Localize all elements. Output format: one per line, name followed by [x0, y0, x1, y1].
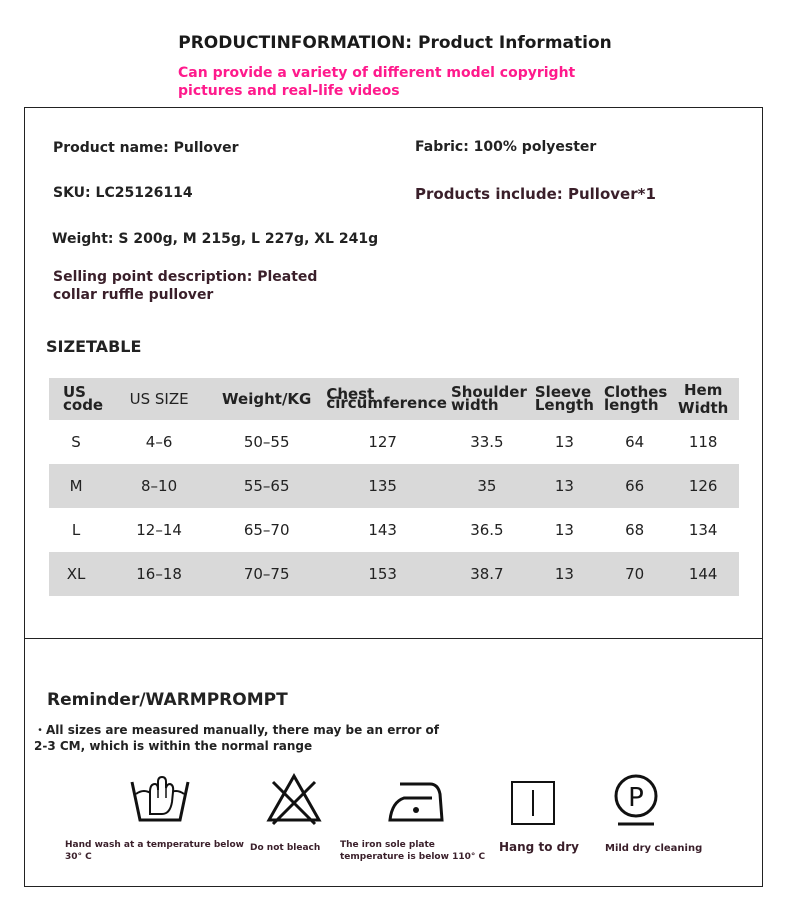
size-table	[49, 378, 739, 596]
hang-dry-icon	[510, 780, 556, 826]
table-cell: 35	[447, 464, 527, 508]
product-name: Product name: Pullover	[53, 140, 239, 156]
table-cell: 55–65	[215, 464, 318, 508]
table-row	[49, 508, 739, 552]
iron-label: The iron sole plate temperature is below 110° C	[340, 840, 486, 862]
table-cell: 8–10	[103, 464, 215, 508]
table-cell: 127	[368, 433, 397, 451]
no-bleach-icon	[265, 772, 323, 826]
dry-clean-letter: P	[628, 783, 644, 813]
table-row	[49, 552, 739, 596]
product-fabric: Fabric: 100% polyester	[415, 139, 597, 155]
table-header-row	[49, 378, 739, 420]
header-weight: Weight/KG	[215, 378, 318, 420]
copyright-note: Can provide a variety of different model copyright pictures and real-life videos	[178, 65, 576, 99]
table-cell: 66	[602, 464, 667, 508]
dry-clean-icon	[612, 772, 660, 828]
table-cell: 13	[527, 464, 602, 508]
table-row	[49, 420, 739, 464]
header-us-size: US SIZE	[103, 378, 215, 420]
hand-wash-label: Hand wash at a temperature below 30° C	[65, 840, 244, 862]
product-sku: SKU: LC25126114	[53, 185, 193, 201]
selling-point: Selling point description: Pleated collar ruffle pullover	[53, 269, 318, 303]
table-cell: 50–55	[243, 433, 290, 451]
product-includes: Products include: Pullover*1	[415, 185, 656, 203]
header-us-code: US code	[49, 378, 103, 420]
header-sleeve: Sleeve Length	[527, 378, 602, 420]
table-cell: 33.5	[470, 433, 504, 451]
table-cell: M	[49, 464, 103, 508]
header-chest: Chest circumference	[318, 378, 447, 420]
table-cell: 13	[554, 521, 574, 539]
table-cell: 70	[602, 552, 667, 596]
table-cell: 144	[667, 552, 739, 596]
hand-wash-icon	[128, 774, 192, 826]
section-divider	[24, 638, 763, 639]
reminder-title: Reminder/WARMPROMPT	[47, 690, 288, 710]
table-cell: 153	[318, 552, 447, 596]
table-cell: 143	[368, 521, 397, 539]
iron-icon	[386, 780, 444, 826]
header-hem-width: Hem Width	[667, 378, 739, 420]
table-cell: 134	[688, 521, 718, 539]
table-cell: 64	[625, 433, 645, 451]
table-cell: 70–75	[215, 552, 318, 596]
table-cell: 13	[554, 433, 574, 451]
table-cell: 36.5	[470, 521, 504, 539]
table-cell: 65–70	[243, 521, 290, 539]
hang-dry-label: Hang to dry	[499, 840, 579, 854]
header-shoulder: Shoulder width	[447, 378, 527, 420]
page-title: PRODUCTINFORMATION: Product Information	[178, 33, 612, 53]
table-row	[49, 464, 739, 508]
table-cell: 12–14	[136, 521, 182, 539]
table-cell: 118	[688, 433, 718, 451]
reminder-note: ・All sizes are measured manually, there may be an error of 2-3 CM, which is within the normal range	[34, 723, 440, 753]
dry-clean-label: Mild dry cleaning	[605, 843, 703, 854]
product-weight: Weight: S 200g, M 215g, L 227g, XL 241g	[52, 231, 379, 247]
table-cell: 16–18	[103, 552, 215, 596]
table-cell: XL	[49, 552, 103, 596]
table-cell: S	[71, 433, 81, 451]
table-cell: 38.7	[447, 552, 527, 596]
table-cell: 68	[625, 521, 645, 539]
no-bleach-label: Do not bleach	[250, 843, 321, 853]
table-cell: 13	[527, 552, 602, 596]
header-clothes-length: Clothes length	[602, 378, 667, 420]
table-cell: L	[71, 521, 81, 539]
table-cell: 135	[318, 464, 447, 508]
size-table-title: SIZETABLE	[46, 337, 142, 356]
table-cell: 126	[667, 464, 739, 508]
table-cell: 4–6	[145, 433, 173, 451]
